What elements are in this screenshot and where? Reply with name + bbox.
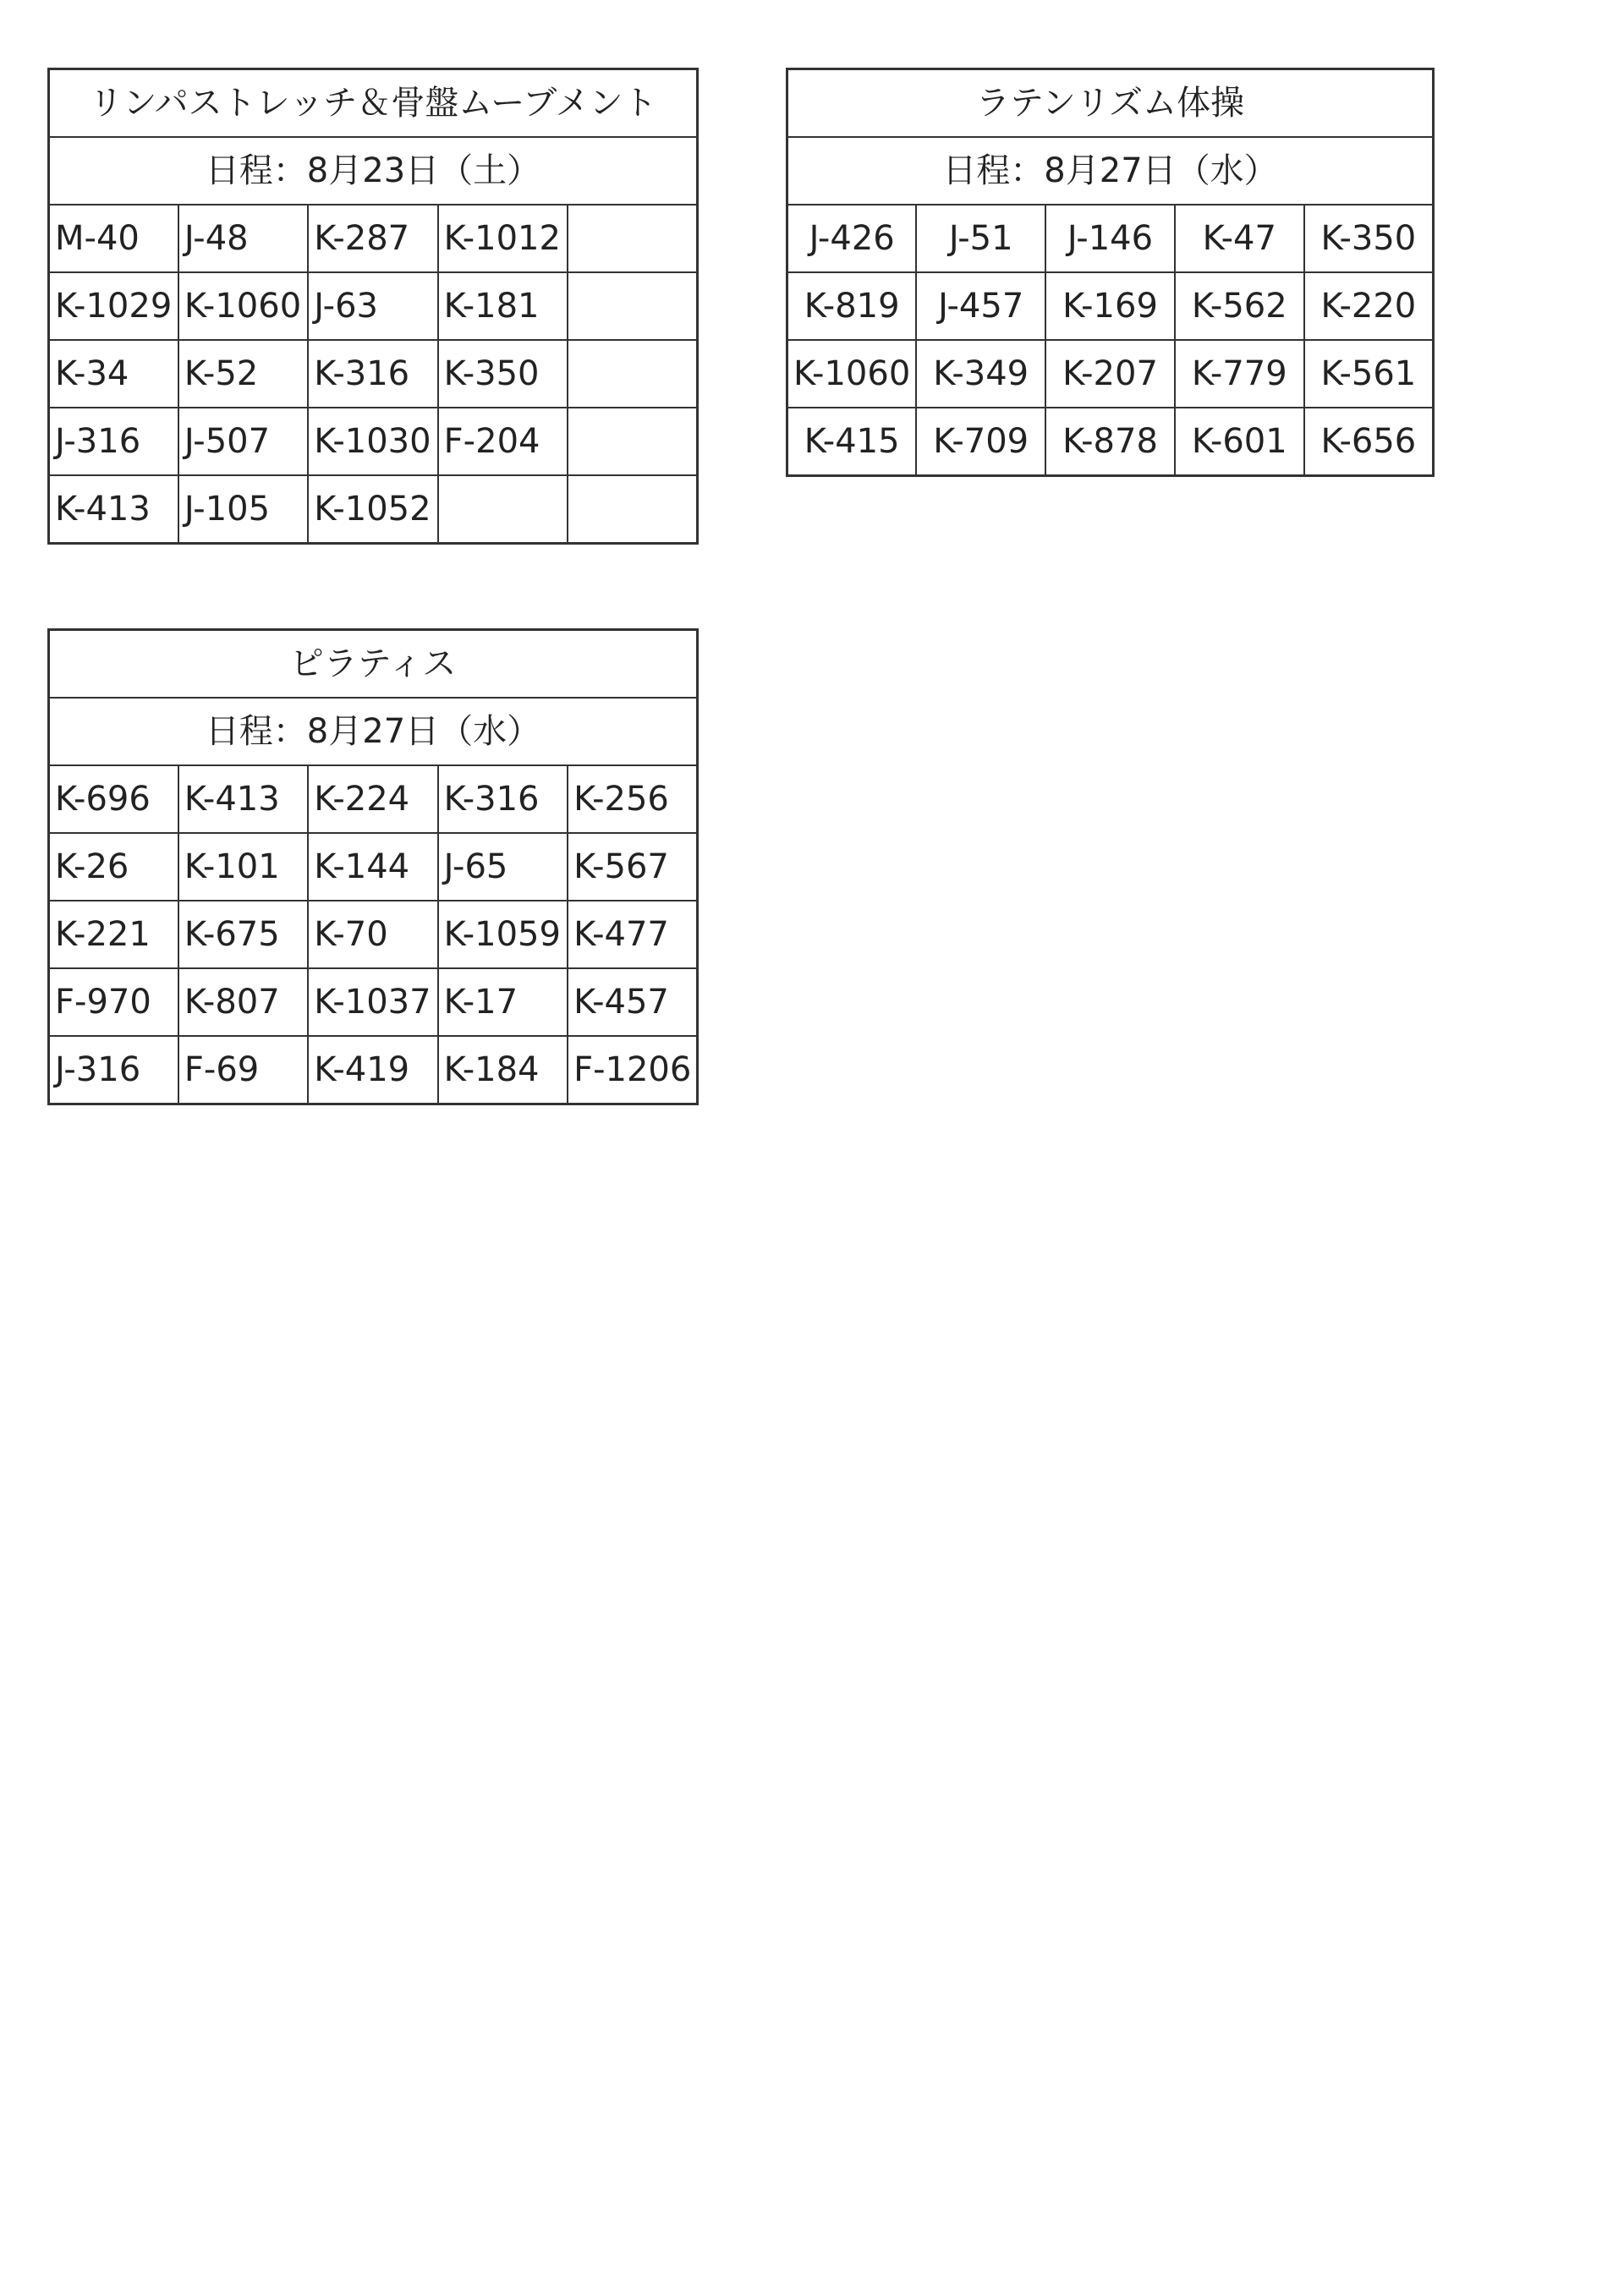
table-date: 日程：8月27日（水） bbox=[49, 698, 698, 765]
participant-code: K-169 bbox=[1045, 272, 1175, 340]
participant-code: K-316 bbox=[308, 340, 437, 408]
table-date: 日程：8月23日（土） bbox=[49, 137, 698, 205]
participant-code: K-1059 bbox=[438, 901, 568, 968]
participant-code: K-144 bbox=[308, 833, 437, 901]
participant-code: K-567 bbox=[568, 833, 697, 901]
participant-code: K-1030 bbox=[308, 408, 437, 475]
participant-code: F-69 bbox=[178, 1036, 308, 1104]
participant-code bbox=[568, 340, 697, 408]
participant-code bbox=[568, 408, 697, 475]
participant-code: K-350 bbox=[1304, 205, 1434, 272]
participant-code: K-709 bbox=[916, 408, 1045, 476]
table-title: ピラティス bbox=[49, 630, 698, 699]
participant-code: F-970 bbox=[49, 968, 178, 1036]
table-row bbox=[787, 340, 1434, 408]
participant-code: F-204 bbox=[438, 408, 568, 475]
participant-code: K-287 bbox=[308, 205, 437, 272]
table-row bbox=[49, 1036, 698, 1104]
schedule-table-latin-rhythm bbox=[786, 68, 1435, 477]
participant-code: K-1060 bbox=[787, 340, 917, 408]
participant-code: J-316 bbox=[49, 408, 178, 475]
table-date: 日程：8月27日（水） bbox=[787, 137, 1434, 205]
participant-code: K-1052 bbox=[308, 475, 437, 544]
table-row bbox=[49, 340, 698, 408]
participant-code: K-26 bbox=[49, 833, 178, 901]
participant-code: K-224 bbox=[308, 765, 437, 833]
participant-code: K-220 bbox=[1304, 272, 1434, 340]
participant-code bbox=[568, 205, 697, 272]
participant-code: K-656 bbox=[1304, 408, 1434, 476]
participant-code: K-601 bbox=[1175, 408, 1304, 476]
participant-code: K-419 bbox=[308, 1036, 437, 1104]
participant-code: K-819 bbox=[787, 272, 917, 340]
participant-code: K-316 bbox=[438, 765, 568, 833]
participant-code: F-1206 bbox=[568, 1036, 697, 1104]
participant-code: K-1029 bbox=[49, 272, 178, 340]
participant-code bbox=[438, 475, 568, 544]
participant-code: J-426 bbox=[787, 205, 917, 272]
participant-code: J-105 bbox=[178, 475, 308, 544]
participant-code: K-256 bbox=[568, 765, 697, 833]
participant-code bbox=[568, 272, 697, 340]
participant-code: K-47 bbox=[1175, 205, 1304, 272]
table-row bbox=[49, 205, 698, 272]
participant-code: K-1037 bbox=[308, 968, 437, 1036]
participant-code: K-70 bbox=[308, 901, 437, 968]
participant-code: K-1012 bbox=[438, 205, 568, 272]
participant-code: K-413 bbox=[178, 765, 308, 833]
participant-code: K-878 bbox=[1045, 408, 1175, 476]
table-row bbox=[49, 833, 698, 901]
table-row bbox=[787, 205, 1434, 272]
participant-code: K-477 bbox=[568, 901, 697, 968]
schedule-table-pilates bbox=[47, 628, 699, 1105]
schedule-table-lymph-stretch bbox=[47, 68, 699, 545]
participant-code: J-507 bbox=[178, 408, 308, 475]
table-row bbox=[49, 475, 698, 544]
participant-code: K-349 bbox=[916, 340, 1045, 408]
participant-code: K-184 bbox=[438, 1036, 568, 1104]
participant-code: K-350 bbox=[438, 340, 568, 408]
participant-code: J-63 bbox=[308, 272, 437, 340]
participant-code: J-65 bbox=[438, 833, 568, 901]
table-row bbox=[787, 272, 1434, 340]
participant-code: K-181 bbox=[438, 272, 568, 340]
participant-code: K-1060 bbox=[178, 272, 308, 340]
participant-code: J-48 bbox=[178, 205, 308, 272]
participant-code: M-40 bbox=[49, 205, 178, 272]
table-row bbox=[49, 408, 698, 475]
participant-code: K-221 bbox=[49, 901, 178, 968]
participant-code: J-457 bbox=[916, 272, 1045, 340]
participant-code: K-779 bbox=[1175, 340, 1304, 408]
participant-code: K-52 bbox=[178, 340, 308, 408]
table-row bbox=[49, 765, 698, 833]
participant-code: K-17 bbox=[438, 968, 568, 1036]
participant-code: J-51 bbox=[916, 205, 1045, 272]
participant-code: K-807 bbox=[178, 968, 308, 1036]
participant-code: K-562 bbox=[1175, 272, 1304, 340]
participant-code: J-146 bbox=[1045, 205, 1175, 272]
participant-code: K-457 bbox=[568, 968, 697, 1036]
table-row bbox=[787, 408, 1434, 476]
table-row bbox=[49, 272, 698, 340]
participant-code: J-316 bbox=[49, 1036, 178, 1104]
table-row bbox=[49, 901, 698, 968]
participant-code: K-413 bbox=[49, 475, 178, 544]
participant-code: K-675 bbox=[178, 901, 308, 968]
participant-code: K-101 bbox=[178, 833, 308, 901]
table-row bbox=[49, 968, 698, 1036]
participant-code: K-34 bbox=[49, 340, 178, 408]
participant-code: K-561 bbox=[1304, 340, 1434, 408]
table-title: リンパストレッチ＆骨盤ムーブメント bbox=[49, 69, 698, 138]
participant-code bbox=[568, 475, 697, 544]
participant-code: K-207 bbox=[1045, 340, 1175, 408]
participant-code: K-415 bbox=[787, 408, 917, 476]
participant-code: K-696 bbox=[49, 765, 178, 833]
table-title: ラテンリズム体操 bbox=[787, 69, 1434, 138]
